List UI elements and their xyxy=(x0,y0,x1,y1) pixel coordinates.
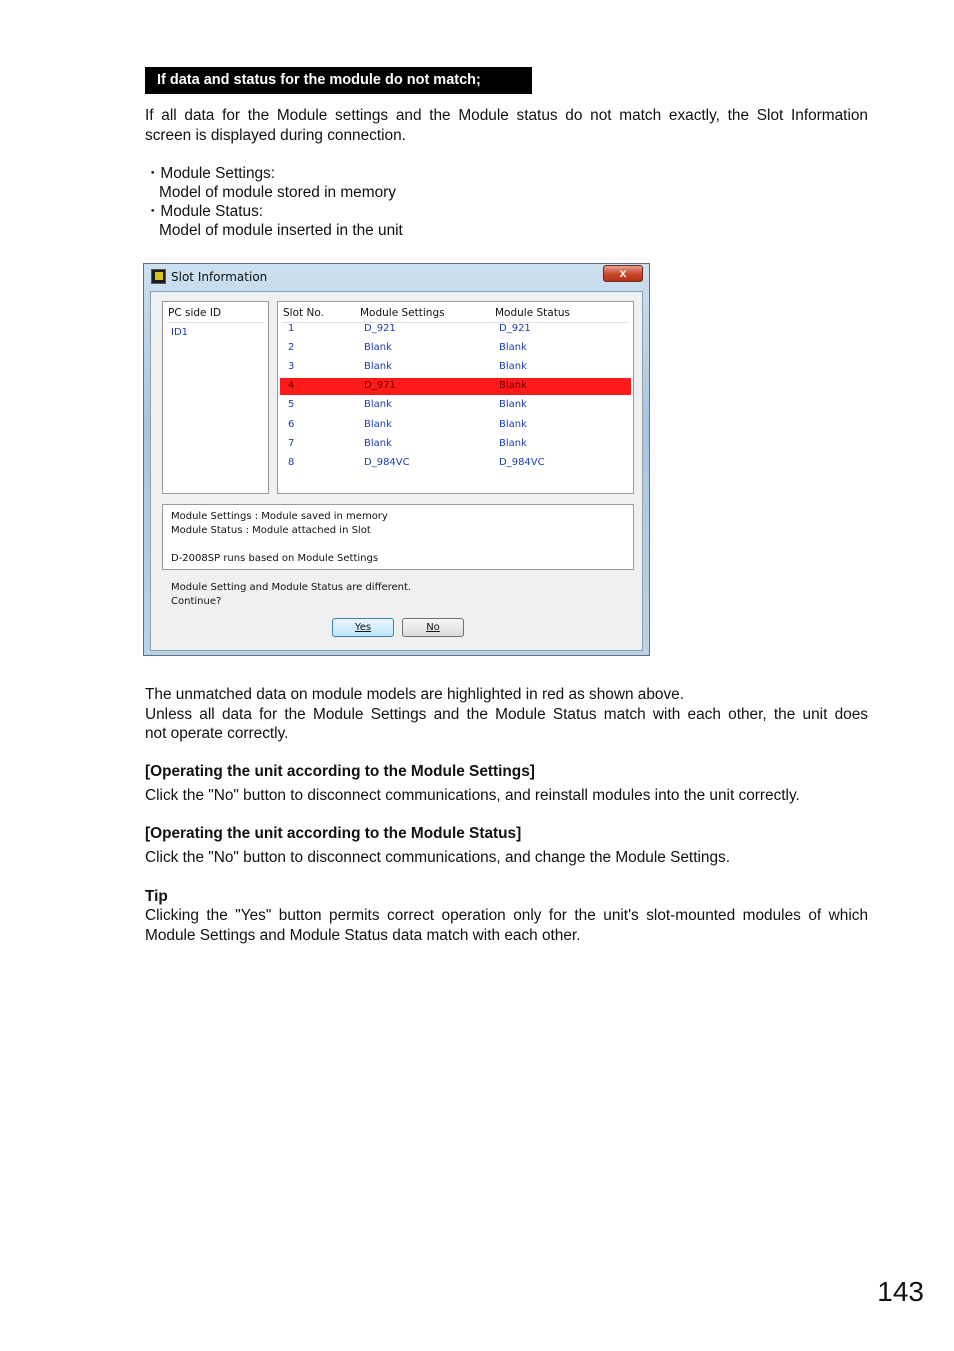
slot-number: 8 xyxy=(288,456,295,468)
dialog-client-area xyxy=(150,291,643,651)
slot-number: 1 xyxy=(288,323,295,334)
slot-row[interactable] xyxy=(280,436,631,453)
yes-button[interactable]: Yes xyxy=(332,618,394,637)
slot-row[interactable] xyxy=(280,397,631,414)
section-heading: [Operating the unit according to the Module Settings] xyxy=(145,763,535,780)
slot-row[interactable] xyxy=(280,455,631,472)
slot-module-settings: Blank xyxy=(364,437,392,449)
col-slot-no[interactable]: Slot No. xyxy=(283,307,324,319)
bullet-list xyxy=(145,164,545,240)
slot-module-status: D_984VC xyxy=(499,456,545,468)
app-icon xyxy=(151,269,166,284)
section-text: Click the "No" button to disconnect communications, and change the Module Settings. xyxy=(145,849,730,866)
slot-row[interactable] xyxy=(280,321,631,338)
slot-number: 5 xyxy=(288,399,295,411)
slot-number: 4 xyxy=(288,380,295,392)
slot-module-settings: Blank xyxy=(364,418,392,430)
slot-number: 2 xyxy=(288,342,295,354)
dialog-titlebar[interactable] xyxy=(144,264,649,291)
slot-row[interactable] xyxy=(280,417,631,434)
slot-module-settings: D_921 xyxy=(364,323,396,334)
slot-row[interactable] xyxy=(280,340,631,357)
slot-module-settings: Blank xyxy=(364,399,392,411)
bullet-label: ・Module Settings: xyxy=(145,165,276,182)
slot-module-settings: Blank xyxy=(364,361,392,373)
slot-number: 6 xyxy=(288,418,295,430)
pc-side-id-list[interactable] xyxy=(162,301,269,494)
slot-module-status: Blank xyxy=(499,380,527,392)
legend-line: D-2008SP runs based on Module Settings xyxy=(171,553,379,564)
bullet-desc: Model of module stored in memory xyxy=(159,184,396,201)
tip-line: Module Settings and Module Status data match with each other. xyxy=(145,926,581,944)
slot-information-dialog xyxy=(143,263,650,656)
slot-module-status: Blank xyxy=(499,361,527,373)
slot-module-status: Blank xyxy=(499,418,527,430)
legend-line: Module Status : Module attached in Slot xyxy=(171,525,371,536)
slot-number: 7 xyxy=(288,437,295,449)
pc-side-id-item[interactable]: ID1 xyxy=(171,327,189,338)
slot-module-status: D_921 xyxy=(499,323,531,334)
after-line: The unmatched data on module models are highlighted in red as shown above. xyxy=(145,686,685,703)
message-line: Module Setting and Module Status are different. xyxy=(171,582,412,593)
col-module-status[interactable]: Module Status xyxy=(495,307,570,319)
slot-module-settings: D_984VC xyxy=(364,456,410,468)
page-number: 143 xyxy=(877,1276,924,1307)
no-button[interactable]: No xyxy=(402,618,464,637)
after-paragraph xyxy=(145,685,868,744)
intro-paragraph xyxy=(145,106,868,145)
slot-module-status: Blank xyxy=(499,342,527,354)
legend-box xyxy=(162,504,634,570)
close-icon: x xyxy=(619,266,627,280)
slot-module-settings: Blank xyxy=(364,342,392,354)
slot-row-mismatch[interactable] xyxy=(280,378,631,395)
slot-module-status: Blank xyxy=(499,437,527,449)
after-line: not operate correctly. xyxy=(145,725,289,742)
after-line: Unless all data for the Module Settings and the Module Status match with each other, the unit does xyxy=(145,705,868,723)
legend-line: Module Settings : Module saved in memory xyxy=(171,511,388,522)
tip-paragraph xyxy=(145,906,868,945)
bullet-label: ・Module Status: xyxy=(145,203,264,220)
slot-module-status: Blank xyxy=(499,399,527,411)
close-button[interactable] xyxy=(603,265,643,282)
tip-line: Clicking the "Yes" button permits correct operation only for the unit's slot-mounted modules of which xyxy=(145,907,868,924)
slot-number: 3 xyxy=(288,361,295,373)
intro-line: screen is displayed during connection. xyxy=(145,126,406,144)
pc-side-id-header[interactable]: PC side ID xyxy=(167,304,264,323)
section-text: Click the "No" button to disconnect communications, and reinstall modules into the unit correctly. xyxy=(145,787,800,804)
dialog-title: Slot Information xyxy=(171,270,268,284)
bullet-desc: Model of module inserted in the unit xyxy=(159,222,403,239)
section-banner: If data and status for the module do not match; xyxy=(145,67,532,94)
intro-line: If all data for the Module settings and the Module status do not match exactly, the Slot Information xyxy=(145,107,868,124)
section-heading: [Operating the unit according to the Module Status] xyxy=(145,825,522,842)
tip-heading: Tip xyxy=(145,888,168,905)
slot-module-settings: D_971 xyxy=(364,380,396,392)
col-module-settings[interactable]: Module Settings xyxy=(360,307,445,319)
slot-row[interactable] xyxy=(280,359,631,376)
message-line: Continue? xyxy=(171,596,222,607)
slot-list[interactable] xyxy=(277,301,634,494)
